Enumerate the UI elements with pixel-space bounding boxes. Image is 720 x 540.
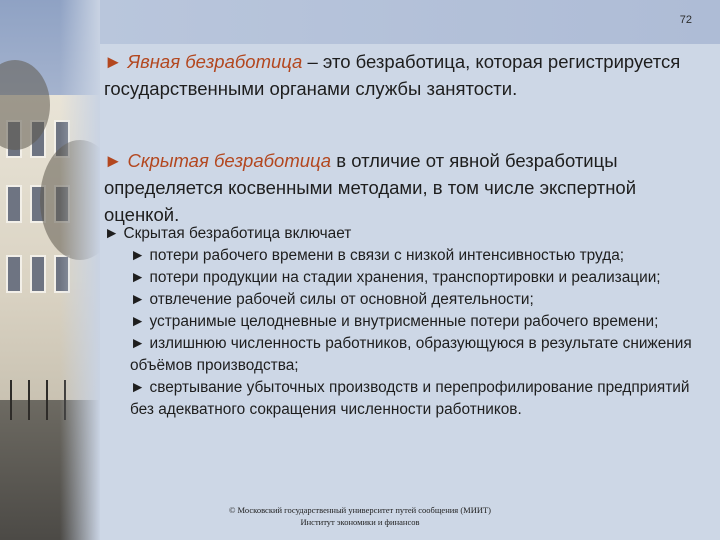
fence-post — [28, 380, 30, 420]
definition-text: – это безработица, которая регистрируется государственными органами службы занятости. — [104, 51, 681, 99]
footer-institute: Институт экономики и финансов — [300, 517, 420, 527]
footer-copyright — [150, 504, 570, 528]
slide-number: 72 — [679, 14, 692, 26]
window — [6, 255, 22, 293]
arrow-bullet: ► — [104, 51, 123, 72]
list-intro: ► Скрытая безработица включает — [104, 225, 352, 242]
photo-fade — [60, 0, 100, 540]
list-item: ► устранимые целодневные и внутрисменные потери рабочего времени; — [130, 313, 659, 330]
footer-university: © Московский государственный университет путей сообщения (МИИТ) — [228, 505, 492, 515]
hidden-unemployment-list — [104, 223, 700, 421]
list-item: ► излишнюю численность работников, образующуюся в результате снижения объёмов производства; — [130, 335, 692, 374]
window — [30, 255, 46, 293]
list-item: ► свертывание убыточных производств и перепрофилирование предприятий без адекватного сокращения численности работников. — [130, 379, 690, 418]
building-photo — [0, 0, 100, 540]
list-item: ► потери продукции на стадии хранения, транспортировки и реализации; — [130, 269, 661, 286]
paragraph-explicit-unemployment — [104, 48, 704, 102]
fence-post — [46, 380, 48, 420]
slide-content — [100, 44, 720, 540]
paragraph-hidden-unemployment — [104, 147, 704, 228]
arrow-bullet: ► — [104, 150, 123, 171]
term-hidden-unemployment: Скрытая безработица — [127, 150, 332, 171]
fence-post — [10, 380, 12, 420]
term-explicit-unemployment: Явная безработица — [127, 51, 303, 72]
definition-text: в отличие от явной безработицы определяется косвенными методами, в том числе экспертной оценкой. — [104, 150, 637, 225]
window — [6, 185, 22, 223]
header-bar — [100, 0, 720, 44]
list-item: ► отвлечение рабочей силы от основной деятельности; — [130, 291, 534, 308]
list-item: ► потери рабочего времени в связи с низкой интенсивностью труда; — [130, 247, 625, 264]
